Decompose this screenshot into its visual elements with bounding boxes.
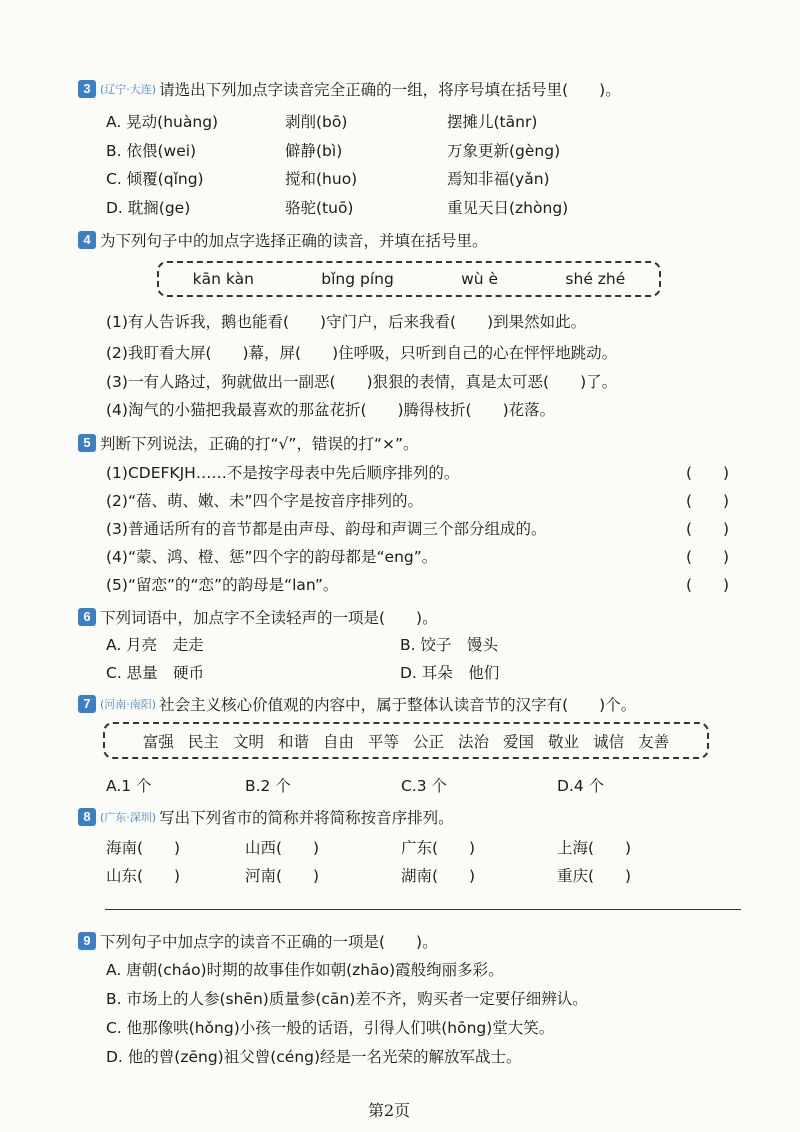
answer-paren: ( ) xyxy=(686,520,730,538)
option-d-1: D. 耽搁(ge) xyxy=(106,199,191,217)
province-chongqing: 重庆( ) xyxy=(557,867,632,885)
question-number-badge: 5 xyxy=(78,434,96,452)
question-3-header xyxy=(78,78,621,100)
q4-item-4: (4)淘气的小猫把我最喜欢的那盆花折( )腾得枝折( )花落。 xyxy=(106,401,556,419)
province-hainan: 海南( ) xyxy=(106,839,181,857)
value-word: 法治 xyxy=(458,732,490,751)
q7-option-b: B.2 个 xyxy=(245,777,291,795)
province-henan: 河南( ) xyxy=(245,867,320,885)
province-shanghai: 上海( ) xyxy=(557,839,632,857)
q6-option-b: B. 饺子 馒头 xyxy=(400,636,498,654)
q5-item-1: (1)CDEFKJH……不是按字母表中先后顺序排列的。 xyxy=(106,464,460,482)
option-c-3: 焉知非福(yǎn) xyxy=(447,170,550,188)
question-8-header xyxy=(78,806,454,828)
value-word: 民主 xyxy=(187,732,219,751)
q9-option-d: D. 他的曾(zēng)祖父曾(céng)经是一名光荣的解放军战士。 xyxy=(106,1048,522,1066)
pinyin-choice: wù è xyxy=(461,270,499,288)
pinyin-choice: shé zhé xyxy=(565,270,626,288)
q4-item-3: (3)一有人路过，狗就做出一副恶( )狠狠的表情，真是太可恶( )了。 xyxy=(106,373,618,391)
answer-line xyxy=(105,909,741,910)
option-c-1: C. 倾覆(qǐng) xyxy=(106,170,204,188)
question-5-header xyxy=(78,432,419,454)
option-d-2: 骆驼(tuō) xyxy=(285,199,354,217)
value-word: 富强 xyxy=(142,732,174,751)
values-word-box xyxy=(103,722,709,759)
option-b-1: B. 依偎(wei) xyxy=(106,142,197,160)
question-source: (广东·深圳) xyxy=(100,811,157,824)
value-word: 公正 xyxy=(413,732,445,751)
value-word: 诚信 xyxy=(593,732,625,751)
question-7-header xyxy=(78,693,636,715)
question-number-badge: 3 xyxy=(78,80,96,98)
question-4-header xyxy=(78,229,488,251)
province-shanxi: 山西( ) xyxy=(245,839,320,857)
value-word: 和谐 xyxy=(277,732,309,751)
question-9-header xyxy=(78,930,438,952)
q7-option-c: C.3 个 xyxy=(401,777,448,795)
question-6-header xyxy=(78,606,438,628)
pinyin-choice: kān kàn xyxy=(192,270,254,288)
option-a-1: A. 晃动(huàng) xyxy=(106,113,219,131)
answer-paren: ( ) xyxy=(686,464,730,482)
question-prompt: 判断下列说法，正确的打“√”，错误的打“×”。 xyxy=(100,435,419,453)
value-word: 自由 xyxy=(322,732,354,751)
option-b-2: 僻静(bì) xyxy=(285,142,343,160)
question-prompt: 下列句子中加点字的读音不正确的一项是( )。 xyxy=(100,933,438,951)
option-a-2: 剥削(bō) xyxy=(285,113,348,131)
q4-item-2: (2)我盯看大屏( )幕，屏( )住呼吸，只听到自己的心在怦怦地跳动。 xyxy=(106,344,618,362)
q5-item-3: (3)普通话所有的音节都是由声母、韵母和声调三个部分组成的。 xyxy=(106,520,547,538)
q9-option-b: B. 市场上的人参(shēn)质量参(cān)差不齐，购买者一定要仔细辨认。 xyxy=(106,990,588,1008)
question-source: (河南·南阳) xyxy=(100,698,157,711)
option-c-2: 搅和(huo) xyxy=(285,170,358,188)
province-shandong: 山东( ) xyxy=(106,867,181,885)
value-word: 爱国 xyxy=(503,732,535,751)
option-a-3: 摆摊儿(tānr) xyxy=(447,113,538,131)
value-word: 文明 xyxy=(232,732,264,751)
question-source: (辽宁·大连) xyxy=(100,83,157,96)
province-hunan: 湖南( ) xyxy=(401,867,476,885)
question-number-badge: 7 xyxy=(78,695,96,713)
question-prompt: 请选出下列加点字读音完全正确的一组，将序号填在括号里( )。 xyxy=(159,81,621,99)
q7-option-a: A.1 个 xyxy=(106,777,152,795)
q4-item-1: (1)有人告诉我，鹅也能看( )守门户，后来我看( )到果然如此。 xyxy=(106,313,587,331)
value-word: 敬业 xyxy=(548,732,580,751)
q9-option-a: A. 唐朝(cháo)时期的故事佳作如朝(zhāo)霞般绚丽多彩。 xyxy=(106,961,504,979)
answer-paren: ( ) xyxy=(686,576,730,594)
q5-item-5: (5)“留恋”的“恋”的韵母是“lan”。 xyxy=(106,576,339,594)
page-number: 第2页 xyxy=(368,1101,411,1120)
question-prompt: 社会主义核心价值观的内容中，属于整体认读音节的汉字有( )个。 xyxy=(159,696,637,714)
pinyin-choice-box xyxy=(157,261,661,297)
question-prompt: 写出下列省市的简称并将简称按音序排列。 xyxy=(159,809,454,827)
pinyin-choice: bǐng píng xyxy=(321,270,394,288)
question-number-badge: 8 xyxy=(78,808,96,826)
option-d-3: 重见天日(zhòng) xyxy=(447,199,569,217)
value-word: 友善 xyxy=(638,732,670,751)
q6-option-d: D. 耳朵 他们 xyxy=(400,664,500,682)
province-guangdong: 广东( ) xyxy=(401,839,476,857)
question-prompt: 下列词语中，加点字不全读轻声的一项是( )。 xyxy=(100,609,438,627)
answer-paren: ( ) xyxy=(686,492,730,510)
question-number-badge: 6 xyxy=(78,608,96,626)
q6-option-c: C. 思量 硬币 xyxy=(106,664,205,682)
q5-item-2: (2)“蓓、萌、嫩、未”四个字是按音序排列的。 xyxy=(106,492,424,510)
question-prompt: 为下列句子中的加点字选择正确的读音，并填在括号里。 xyxy=(100,232,488,250)
q9-option-c: C. 他那像哄(hǒng)小孩一般的话语，引得人们哄(hōng)堂大笑。 xyxy=(106,1019,555,1037)
answer-paren: ( ) xyxy=(686,548,730,566)
value-word: 平等 xyxy=(367,732,399,751)
question-number-badge: 9 xyxy=(78,932,96,950)
q5-item-4: (4)“蒙、鸿、橙、惩”四个字的韵母都是“eng”。 xyxy=(106,548,438,566)
question-number-badge: 4 xyxy=(78,231,96,249)
q6-option-a: A. 月亮 走走 xyxy=(106,636,204,654)
option-b-3: 万象更新(gèng) xyxy=(447,142,561,160)
q7-option-d: D.4 个 xyxy=(557,777,605,795)
